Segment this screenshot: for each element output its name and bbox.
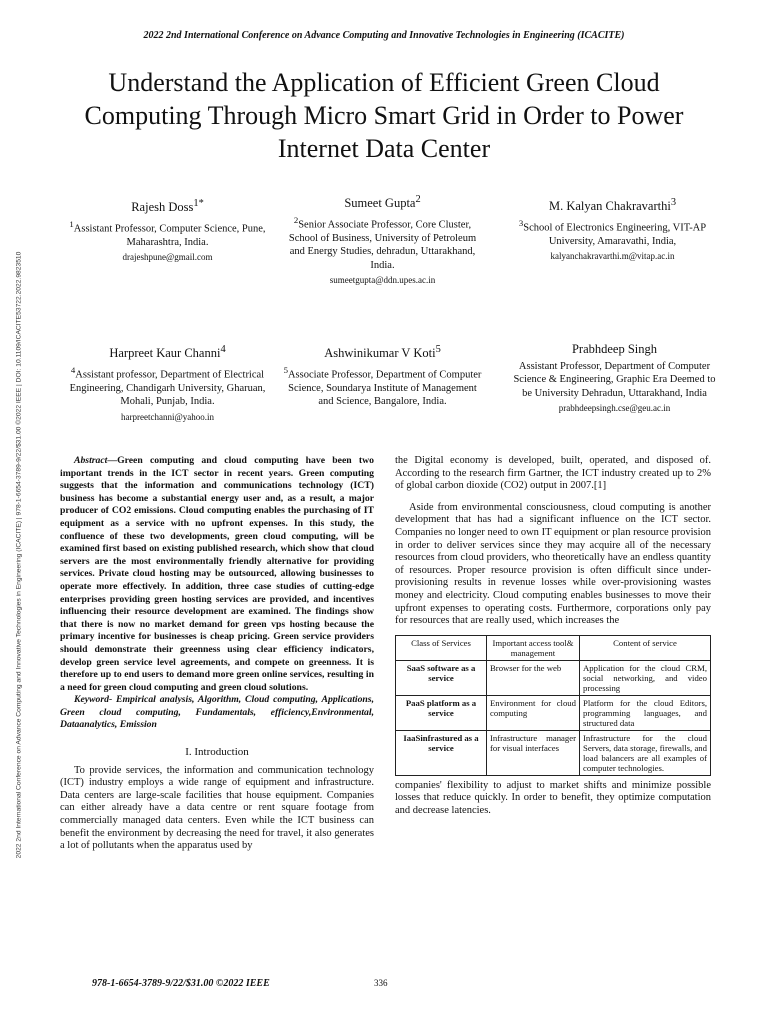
paper-title: Understand the Application of Efficient Green Cloud Computing Through Micro Smart Grid in Order to Power Internet Data Center xyxy=(84,68,684,163)
table-header-cell: Content of service xyxy=(580,635,711,660)
table-cell-tool: Browser for the web xyxy=(487,660,580,695)
table-cell-content: Application for the cloud CRM, social networking, and video processing xyxy=(580,660,711,695)
author-name: Harpreet Kaur Channi$^4$ xyxy=(109,344,226,361)
services-table xyxy=(395,635,711,776)
author-name: Rajesh Doss$^{1*}$ xyxy=(131,198,204,215)
right-column xyxy=(395,455,711,818)
table-cell-tool: Environment for cloud computing xyxy=(487,695,580,730)
author-block-1 xyxy=(65,197,270,265)
author-email: sumeetgupta@ddn.upes.ac.in xyxy=(329,275,436,286)
doi-sidebar-text: 2022 2nd International Conference on Advance Computing and Innovative Technologies in Engineering (ICACITE) | 978-1-6654-3789-9/22/$31.00 ©2022 IEEE | DOI: 10.1109/ICACITE53722.2022.9823510 xyxy=(15,251,23,859)
table-row xyxy=(396,660,711,695)
author-email: kalyanchakravarthi.m@vitap.ac.in xyxy=(550,251,675,262)
table-cell-content: Platform for the cloud Editors, programming languages, and structured data xyxy=(580,695,711,730)
author-email: drajeshpune@gmail.com xyxy=(122,252,213,263)
author-affiliation: $^5$Associate Professor, Department of Computer Science, Soundarya Institute of Management and Science, Bangalore, India. xyxy=(283,364,482,408)
section-heading-introduction: I. Introduction xyxy=(185,746,249,759)
table-cell-service: SaaS software as a service xyxy=(396,660,487,695)
body-paragraph: Aside from environmental consciousness, cloud computing is another development that has had a significant influence on the ICT sector. Companies no longer need to own IT equipment or plan resource provision in order to deliver services since they may acquire all of the necessary resources from cloud providers, who theoretically have an endless quantity of resources. Proper resource provision is often difficult since under-provisioning results in revenue losses while over-provisioning wastes money and electricity. Cloud computing enables businesses to move their upfront expenses to operating costs. Furthermore, corporations only pay for resources that are really used, which increases the xyxy=(395,501,711,627)
abstract xyxy=(60,455,374,694)
keywords: Keyword- Empirical analysis, Algorithm, Cloud computing, Applications, Green cloud computing, Fundamentals, efficiency,Environmental, Dataanalytics, Emission xyxy=(60,694,374,731)
author-affiliation: $^2$Senior Associate Professor, Core Cluster, School of Business, University of Petroleum and Energy Studies, dehradun, Uttarakhand, India. xyxy=(288,214,477,271)
table-header-row xyxy=(396,635,711,660)
author-name: Sumeet Gupta$^2$ xyxy=(344,194,421,211)
left-column xyxy=(60,455,374,853)
page-number: 336 xyxy=(374,978,388,988)
author-affiliation: Assistant Professor, Department of Computer Science & Engineering, Graphic Era Deemed to be University Dehradun, Uttarakhand, India xyxy=(513,360,716,399)
author-block-3 xyxy=(510,196,715,264)
body-paragraph: the Digital economy is developed, built, operated, and disposed of. According to the research firm Gartner, the ICT industry created up to 2% of global carbon dioxide (CO2) output in 2007.[1] xyxy=(395,455,711,492)
table-header-cell: Important access tool& management xyxy=(487,635,580,660)
author-email: harpreetchanni@yahoo.in xyxy=(120,411,214,422)
author-affiliation: $^3$School of Electronics Engineering, VIT-AP University, Amaravathi, India, xyxy=(518,217,707,247)
author-name: Prabhdeep Singh xyxy=(571,342,658,356)
abstract-text: —Green computing and cloud computing have been two important trends in the ICT sector in recent years. Green computing suggests that the information and communications technology (ICT) business has become a substantial energy user and, as a result, a major producer of CO2 emissions. Cloud computing enables the purchasing of IT equipment as a service with no upfront expenses. In this study, the confluence of these two developments, green cloud computing, will be examined first based on existing published research, which show that cloud servers are the most environmentally friendly alternative for providing services. Private cloud hosting may be outsourced, allowing businesses to operate more effectively. In addition, three case studies of cutting-edge enterprises providing green hosting services are provided, and incentives influencing their resource development are examined. The findings show that there is now no market demand for green vps hosting because the primary incentive for businesses is cheap pricing. Green service providers should demonstrate their greenness using clear efficiency indicators, develop green service level agreements, and compete on greenness. It is therefore up to end users to demand more green online services, resulting in a need for green cloud computing and green cloud solutions. xyxy=(60,455,374,693)
author-name: Ashwinikumar V Koti$^5$ xyxy=(324,344,441,361)
author-block-6 xyxy=(512,343,717,416)
table-cell-content: Infrastructure for the cloud Servers, data storage, firewalls, and load balancers are all examples of computer technologies. xyxy=(580,730,711,775)
body-paragraph: companies' flexibility to adjust to market shifts and minimize possible losses that reduce quickly. In order to benefit, they optimize computation and decrease latencies. xyxy=(395,779,711,816)
abstract-label: Abstract xyxy=(74,455,108,466)
table-header-cell: Class of Services xyxy=(396,635,487,660)
author-affiliation: $^4$Assistant professor, Department of Electrical Engineering, Chandigarh University, Gharuan, Mohali, Punjab, India. xyxy=(69,364,266,408)
author-block-4 xyxy=(65,343,270,424)
author-block-5 xyxy=(280,343,485,409)
footer-copyright: 978-1-6654-3789-9/22/$31.00 ©2022 IEEE xyxy=(92,978,270,989)
author-name: M. Kalyan Chakravarthi$^3$ xyxy=(548,197,677,214)
table-cell-tool: Infrastructure manager for visual interfaces xyxy=(487,730,580,775)
table-row xyxy=(396,730,711,775)
author-block-2 xyxy=(280,193,485,288)
intro-paragraph: To provide services, the information and communication technology (ICT) industry employs a wide range of equipment and infrastructure. Data centers are large-scale facilities that house equipment. Companies can either already have a data centre or rent square footage from commercially managed data centers. Even while the ICT business can benefit the environment by decreasing the need for travel, it also generates a lot of pollutants when the apparatus used by xyxy=(60,764,374,852)
table-cell-service: PaaS platform as a service xyxy=(396,695,487,730)
table-row xyxy=(396,695,711,730)
conference-header: 2022 2nd International Conference on Advance Computing and Innovative Technologies in Engineering (ICACITE) xyxy=(143,30,625,41)
author-email: prabhdeepsingh.cse@geu.ac.in xyxy=(558,403,671,413)
doi-sidebar xyxy=(14,150,24,960)
author-affiliation: $^1$Assistant Professor, Computer Science, Pune, Maharashtra, India. xyxy=(69,218,266,248)
table-cell-service: IaaSinfrastured as a service xyxy=(396,730,487,775)
